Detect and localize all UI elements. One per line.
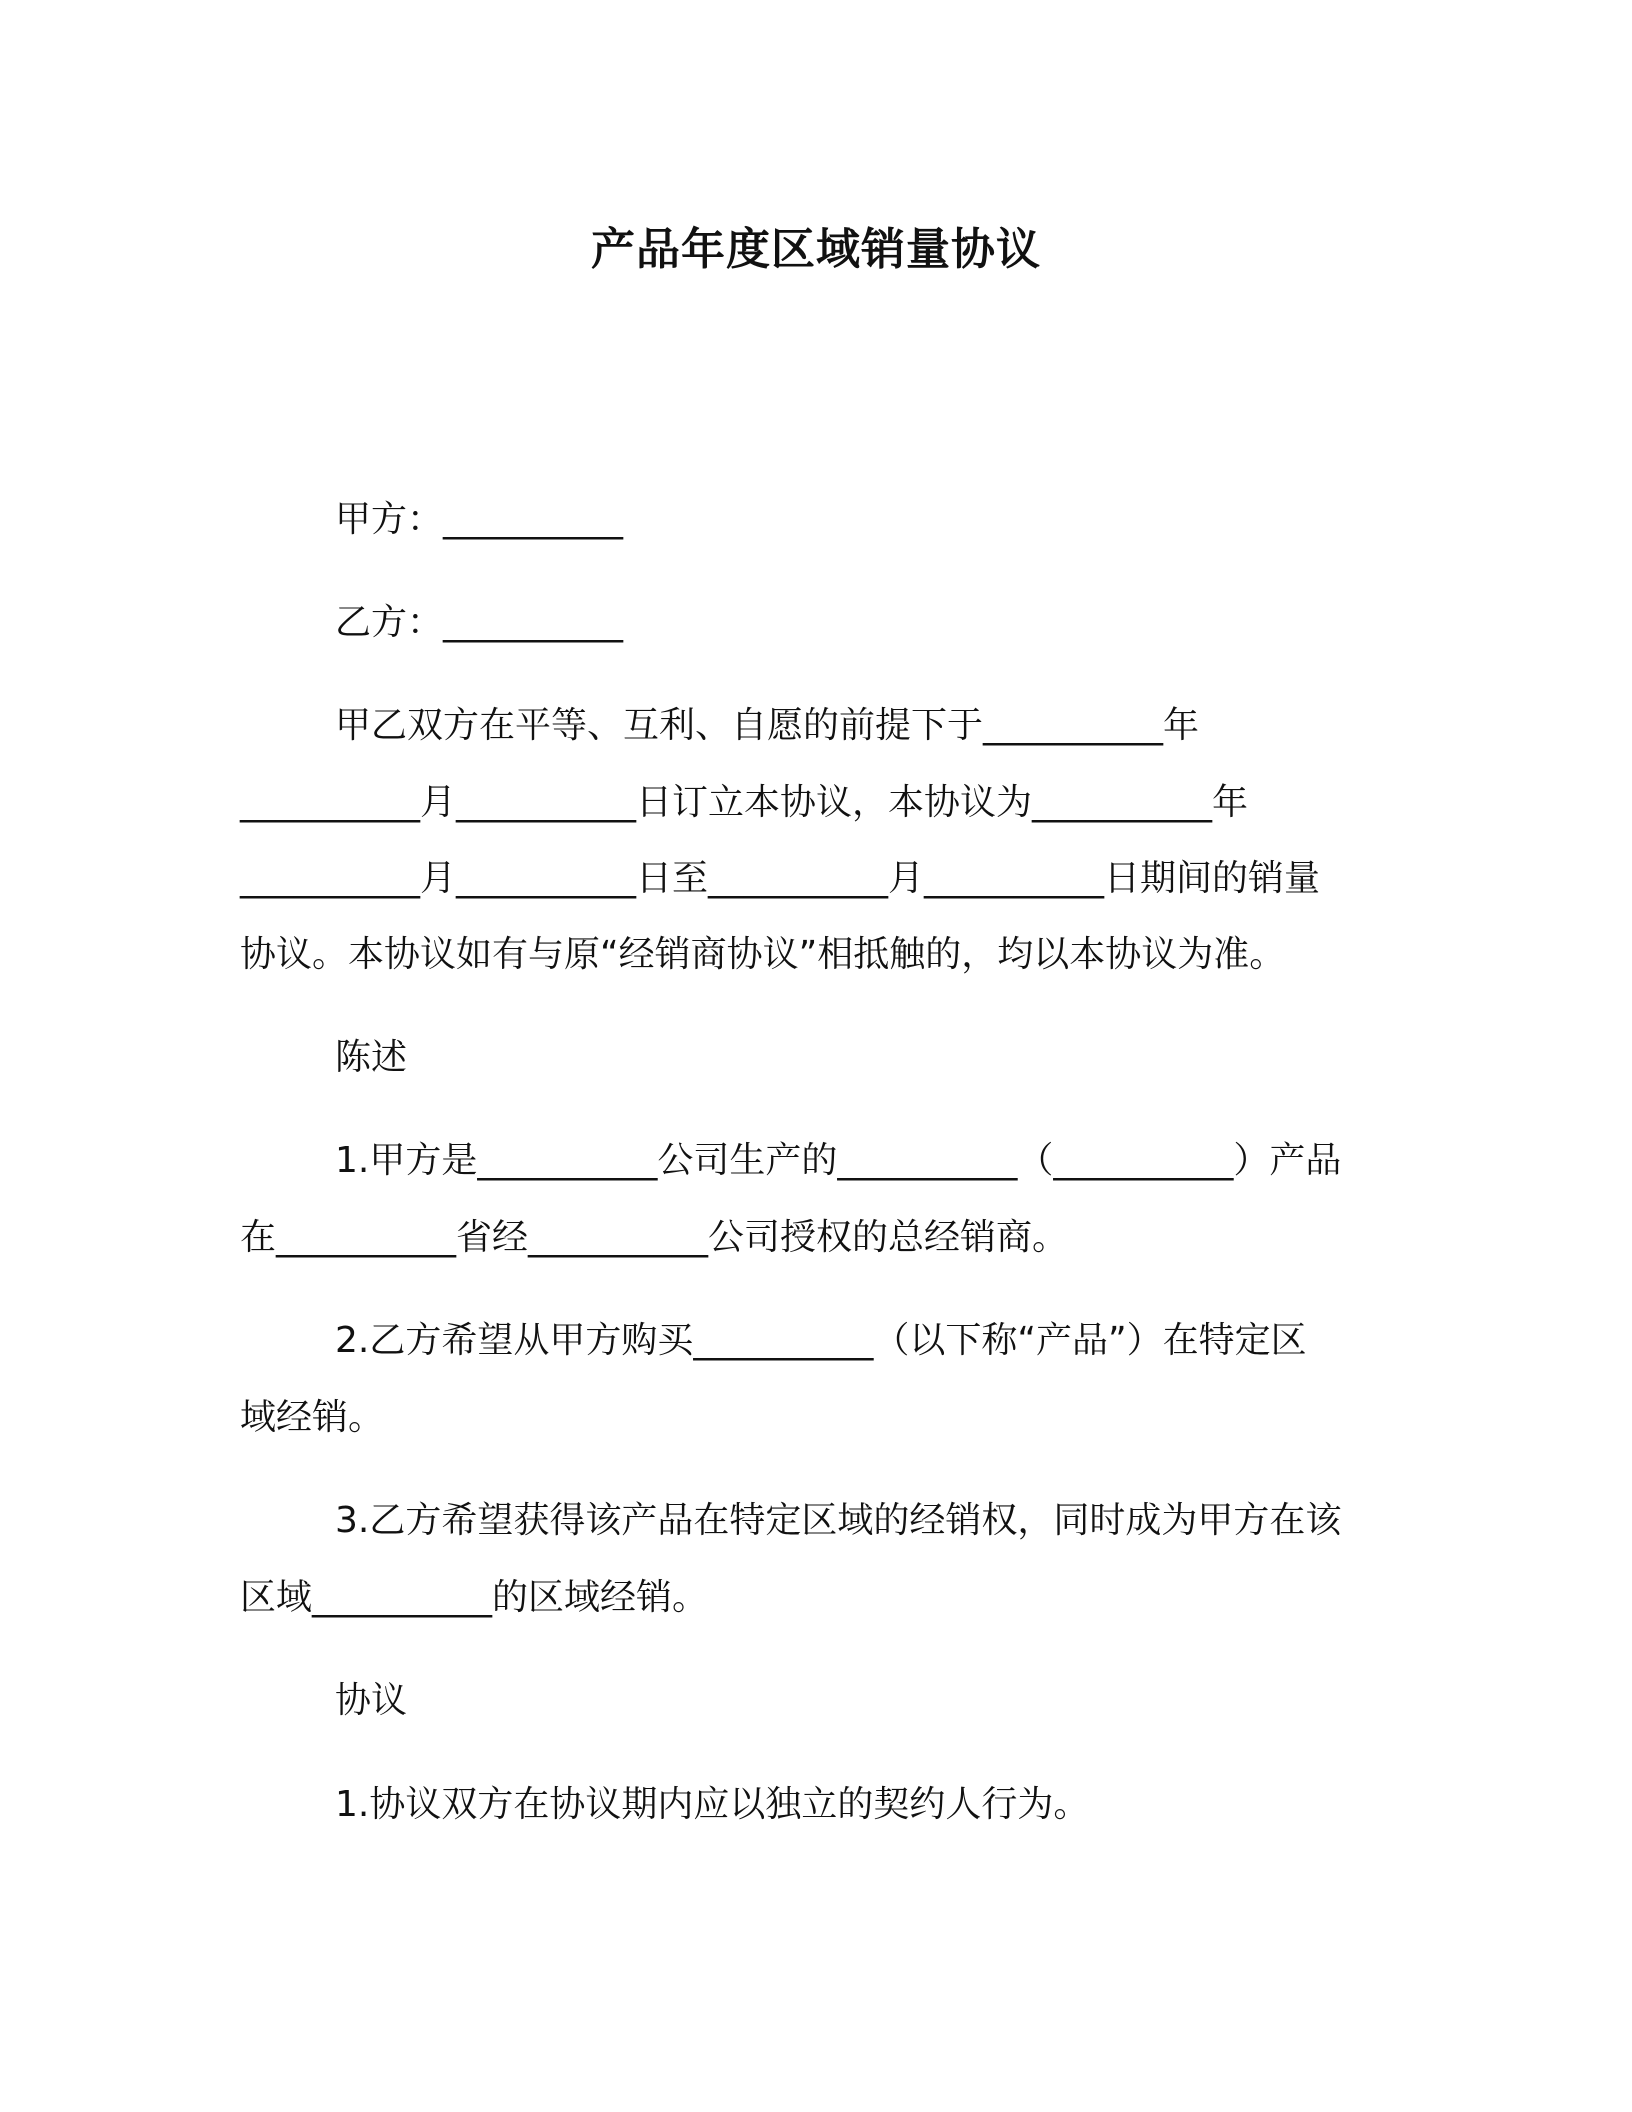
intro-line-2: __________月__________日订立本协议，本协议为__________年 [240, 782, 1249, 823]
statement-2-line-1: 2.乙方希望从甲方购买__________（以下称“产品”）在特定区 [335, 1320, 1307, 1361]
statement-3-line-2: 区域__________的区域经销。 [240, 1577, 709, 1618]
section-heading-agreement: 协议 [335, 1680, 408, 1721]
party-b-line: 乙方：__________ [335, 602, 624, 643]
agreement-clause-1: 1.协议双方在协议期内应以独立的契约人行为。 [335, 1784, 1090, 1825]
party-a-line: 甲方：__________ [335, 499, 624, 540]
statement-1-line-2: 在__________省经__________公司授权的总经销商。 [240, 1217, 1069, 1258]
statement-1-line-1: 1.甲方是__________公司生产的__________（__________）产品 [335, 1140, 1342, 1181]
document-title: 产品年度区域销量协议 [591, 224, 1041, 275]
section-heading-statement: 陈述 [335, 1037, 408, 1078]
statement-2-line-2: 域经销。 [240, 1397, 385, 1438]
statement-3-line-1: 3.乙方希望获得该产品在特定区域的经销权，同时成为甲方在该 [335, 1500, 1342, 1541]
intro-line-1: 甲乙双方在平等、互利、自愿的前提下于__________年 [335, 705, 1200, 746]
intro-line-4: 协议。本协议如有与原“经销商协议”相抵触的，均以本协议为准。 [240, 934, 1286, 975]
intro-line-3: __________月__________日至__________月__________日期间的销量 [240, 858, 1321, 899]
